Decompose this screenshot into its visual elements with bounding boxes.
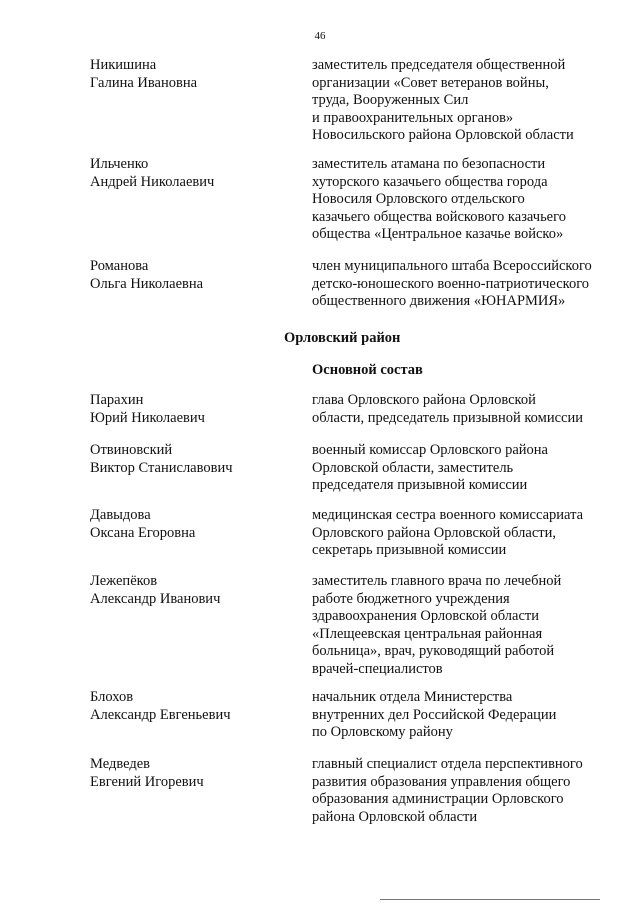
member-role [312,689,612,742]
role-line: глава Орловского района Орловской [312,392,536,408]
role-line: секретарь призывной комиссии [312,542,507,559]
member-role [312,156,612,244]
member-surname: Давыдова [90,507,151,523]
member-role [312,573,612,679]
member-name [90,689,300,724]
role-line: военный комиссар Орловского района [312,442,548,458]
member-given-names: Андрей Николаевич [90,173,215,190]
member-given-names: Оксана Егоровна [90,524,196,541]
scan-edge-rule [380,899,600,900]
role-line: хуторского казачьего общества города [312,173,548,190]
member-name [90,756,300,791]
role-line: детско-юношеского военно-патриотического [312,275,590,292]
role-line: Новосиля Орловского отдельского [312,191,525,208]
composition-subheading: Основной состав [312,362,423,378]
role-line: образования администрации Орловского [312,791,564,808]
role-line: заместитель председателя общественной [312,57,566,73]
member-given-names: Галина Ивановна [90,74,198,91]
role-line: работе бюджетного учреждения [312,590,510,607]
role-line: общества «Центральное казачье войско» [312,226,564,243]
role-line: председателя призывной комиссии [312,477,528,494]
member-surname: Парахин [90,392,144,408]
role-line: района Орловской области [312,808,478,825]
member-surname: Отвиновский [90,442,173,458]
member-given-names: Александр Евгеньевич [90,706,231,723]
role-line: начальник отдела Министерства [312,689,513,705]
role-line: член муниципального штаба Всероссийского [312,258,592,274]
role-line: развития образования управления общего [312,773,571,790]
member-name [90,258,300,293]
member-given-names: Юрий Николаевич [90,409,205,426]
member-role [312,392,612,427]
member-name [90,57,300,92]
role-line: врачей-специалистов [312,660,443,677]
role-line: больница», врач, руководящий работой [312,643,555,660]
role-line: «Плещеевская центральная районная [312,625,543,642]
role-line: и правоохранительных органов» [312,109,514,126]
role-line: казачьего общества войскового казачьего [312,208,566,225]
member-surname: Романова [90,258,149,274]
member-name [90,392,300,427]
role-line: медицинская сестра военного комиссариата [312,507,584,523]
member-surname: Лежепёков [90,573,158,589]
role-line: Орловской области, заместитель [312,459,514,476]
role-line: организации «Совет ветеранов войны, [312,74,549,91]
member-role [312,258,612,311]
role-line: внутренних дел Российской Федерации [312,706,557,723]
role-line: Орловского района Орловской области, [312,524,557,541]
member-surname: Никишина [90,57,157,73]
member-name [90,442,300,477]
member-name [90,156,300,191]
page-number: 46 [314,30,326,42]
member-name [90,507,300,542]
member-given-names: Евгений Игоревич [90,773,204,790]
role-line: по Орловскому району [312,724,453,741]
district-heading: Орловский район [284,330,401,346]
member-given-names: Александр Иванович [90,590,221,607]
role-line: главный специалист отдела перспективного [312,756,583,772]
member-given-names: Виктор Станиславович [90,459,233,476]
member-name [90,573,300,608]
member-surname: Медведев [90,756,150,772]
role-line: области, председатель призывной комиссии [312,409,583,426]
member-role [312,756,612,826]
member-surname: Блохов [90,689,134,705]
role-line: общественного движения «ЮНАРМИЯ» [312,293,566,310]
member-role [312,57,612,145]
member-given-names: Ольга Николаевна [90,275,204,292]
member-role [312,507,612,560]
role-line: здравоохранения Орловской области [312,608,539,625]
role-line: заместитель атамана по безопасности [312,156,546,172]
role-line: труда, Вооруженных Сил [312,92,469,109]
role-line: заместитель главного врача по лечебной [312,573,562,589]
role-line: Новосильского района Орловской области [312,127,574,144]
member-role [312,442,612,495]
member-surname: Ильченко [90,156,149,172]
